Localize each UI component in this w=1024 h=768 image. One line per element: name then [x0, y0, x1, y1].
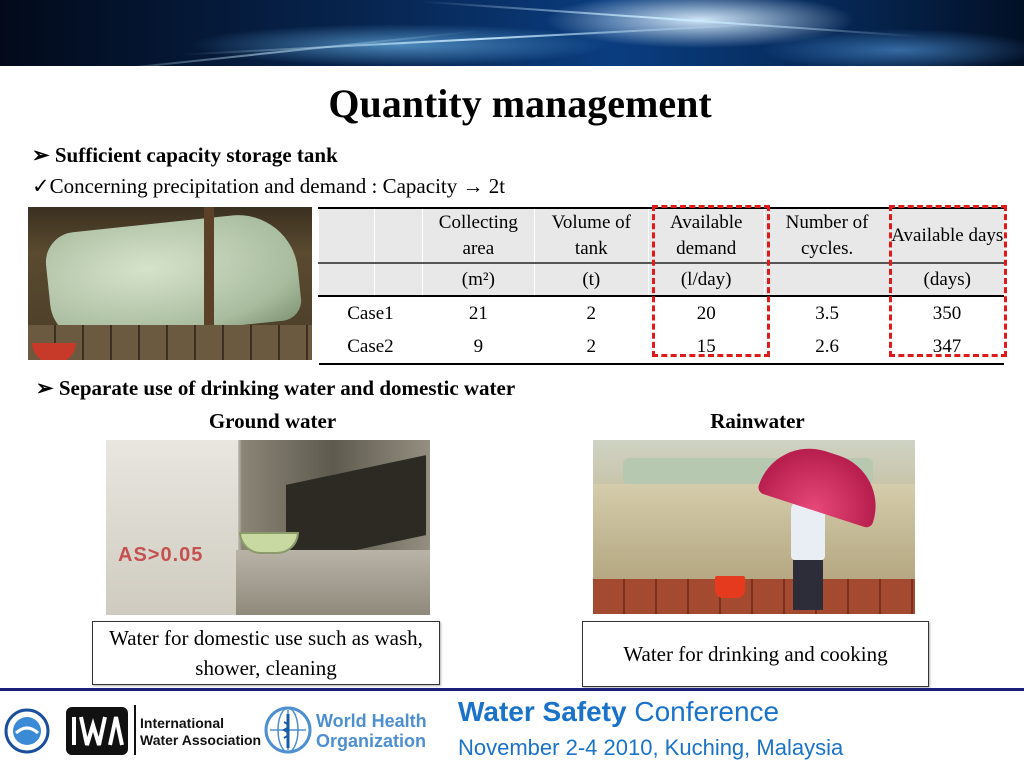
table-header-cell: [319, 208, 375, 263]
iwa-divider: [134, 705, 136, 755]
well-shape: [286, 455, 426, 565]
bullet-capacity: [32, 174, 505, 199]
who-name: [316, 711, 427, 751]
header-banner: [0, 0, 1024, 66]
conference-date: November 2-4 2010, Kuching, Malaysia: [458, 735, 844, 760]
table-cell: 9: [422, 330, 534, 364]
table-unit-cell: (m²): [422, 263, 534, 296]
table-header-cell: [374, 208, 422, 263]
table-cell: 15: [648, 330, 764, 364]
tile-floor-shape: [593, 579, 915, 614]
table-header-cell: Number of cycles.: [764, 208, 890, 263]
who-emblem-icon: [262, 704, 314, 756]
footer-divider: [0, 688, 1024, 691]
table-cell: 350: [932, 302, 962, 324]
case-label: Case1: [347, 302, 394, 324]
arsenic-marking: AS>0.05: [118, 544, 204, 566]
table-cell: 2.6: [764, 330, 890, 364]
table-unit-cell: [764, 263, 890, 296]
arrow-bullet-icon: ➢: [36, 376, 54, 400]
highlight-demand-column: [652, 205, 770, 357]
table-unit-cell: [319, 263, 375, 296]
light-streak: [180, 22, 779, 55]
bullet-text: Sufficient capacity storage tank: [54, 143, 338, 167]
table-cell: 2: [534, 330, 648, 364]
bowl-shape: [32, 343, 76, 360]
ground-water-caption: Water for domestic use such as wash, shower, cleaning: [92, 621, 440, 685]
highlight-days-column: [889, 205, 1007, 357]
rainwater-caption: Water for drinking and cooking: [582, 621, 929, 687]
light-streak: [421, 1, 920, 38]
conference-title: [458, 696, 779, 728]
table-header-cell: Available days: [890, 208, 1004, 263]
bullet-separate-use: [36, 376, 515, 401]
wall-shape: [106, 440, 238, 615]
table-header-cell: Collecting area: [422, 208, 534, 263]
table-header-cell: Available demand: [648, 208, 764, 263]
iwa-name: [140, 715, 261, 749]
malaysia-water-logo-icon: [4, 706, 50, 756]
step-shape: [236, 550, 430, 615]
table-cell: 3.5: [815, 302, 839, 324]
table-unit-cell: (t): [534, 263, 648, 296]
conference-title-bold: Water Safety: [458, 696, 627, 727]
table-unit-cell: [374, 263, 422, 296]
check-icon: ✓: [32, 174, 50, 198]
rainwater-heading: Rainwater: [710, 409, 805, 433]
storage-tank-photo: [28, 207, 312, 360]
who-name-line: World Health: [316, 711, 427, 731]
ground-water-heading: Ground water: [208, 409, 337, 433]
bullet-storage-tank: [32, 143, 338, 168]
iwa-logo-icon: [66, 707, 128, 755]
table-header-cell: Volume of tank: [534, 208, 648, 263]
who-name-line: Organization: [316, 731, 427, 751]
arrow-bullet-icon: ➢: [32, 143, 50, 167]
person-legs-shape: [793, 560, 823, 610]
ground-water-photo: [106, 440, 430, 615]
bullet-text: Concerning precipitation and demand : Capacity → 2t: [49, 174, 506, 198]
table-cell: 347: [890, 330, 1004, 364]
table-unit-cell: (l/day): [648, 263, 764, 296]
table-cell: 20: [696, 302, 716, 324]
slide-title: Quantity management: [328, 81, 712, 126]
rainwater-photo: [593, 440, 915, 614]
case-label: Case2: [319, 330, 423, 364]
table-cell: 2: [586, 302, 597, 324]
bullet-text: Separate use of drinking water and domestic water: [58, 376, 516, 400]
table-cell: 21: [468, 302, 488, 324]
table-unit-cell: (days): [890, 263, 1004, 296]
conference-title-rest: Conference: [626, 696, 780, 727]
iwa-name-line: Water Association: [140, 732, 262, 748]
iwa-name-line: International: [140, 715, 225, 731]
bucket-shape: [715, 576, 745, 598]
